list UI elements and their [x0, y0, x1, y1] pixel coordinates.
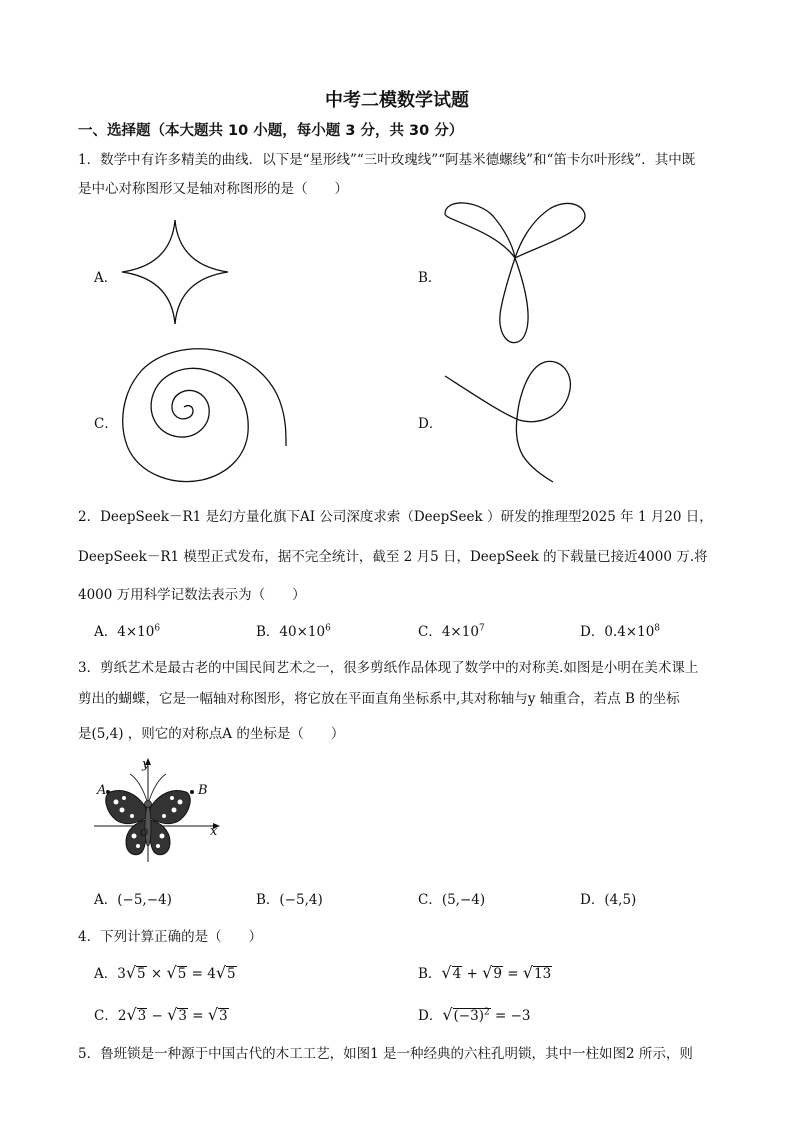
- q2-line3: 4000 万用科学记数法表示为（ ）: [78, 587, 306, 603]
- q4-option-d: [418, 1004, 531, 1024]
- q2-option-c: [418, 620, 485, 640]
- q4-option-b-eq: =: [502, 966, 523, 982]
- q4-option-c-eq: =: [187, 1008, 208, 1024]
- q2-option-c-exponent: 7: [478, 623, 485, 634]
- q4-option-c: [94, 1004, 229, 1024]
- y-axis-label: y: [142, 757, 150, 772]
- sqrt-icon: √: [482, 963, 493, 982]
- q4-option-b-label: B．: [418, 966, 442, 982]
- q4-option-b-radicand-2: 9: [493, 966, 502, 982]
- q4-option-d-base: (−3): [453, 1008, 484, 1024]
- q4-line1: 4．下列计算正确的是（ ）: [78, 929, 263, 945]
- page-title: 中考二模数学试题: [325, 90, 469, 111]
- q2-option-a: [94, 620, 160, 640]
- q4-option-c-label: C．: [94, 1008, 118, 1024]
- q1-line1: 1．数学中有许多精美的曲线．以下是“星形线”“三叶玫瑰线”“阿基米德螺线”和“笛卡尔叶形线”．其中既: [78, 152, 696, 168]
- q4-option-b-radicand-1: 4: [452, 966, 462, 982]
- sqrt-icon: √: [125, 963, 137, 982]
- x-axis-label: x: [210, 824, 218, 839]
- q1-option-d-label: D．: [418, 416, 443, 432]
- q4-option-a-eq: = 4: [187, 966, 216, 982]
- sqrt-icon: √: [166, 963, 177, 982]
- q2-option-d-label: D．: [580, 624, 605, 640]
- q2-option-a-exponent: 6: [154, 623, 161, 634]
- q2-option-d: [580, 620, 660, 640]
- point-a-label: A: [97, 783, 107, 798]
- q3-line2: 剪出的蝴蝶，它是一幅轴对称图形，将它放在平面直角坐标系中,其对称轴与y 轴重合，若点 B 的坐标: [78, 691, 680, 707]
- q4-option-c-op: −: [147, 1008, 168, 1024]
- q3-option-a: A．(−5,−4): [94, 892, 172, 908]
- q1-option-a-label: A．: [94, 270, 118, 286]
- q4-option-b-radicand-3: 13: [534, 966, 552, 982]
- q4-option-a: [94, 962, 237, 982]
- q4-option-a-radicand-3: 5: [227, 966, 236, 982]
- sqrt-icon: √: [441, 963, 452, 982]
- q2-option-b-label: B．: [256, 624, 280, 640]
- q3-option-d: D．(4,5): [580, 892, 637, 908]
- q4-option-b: [418, 962, 552, 982]
- q2-line1: 2．DeepSeek－R1 是幻方量化旗下AI 公司深度求索（DeepSeek ）研发的推理型2025 年 1 月20 日，: [78, 509, 713, 525]
- q4-option-b-op: +: [462, 966, 483, 982]
- q4-option-a-radicand-1: 5: [137, 966, 146, 982]
- q4-option-d-eq: = −3: [490, 1008, 531, 1024]
- sqrt-icon: √: [207, 1005, 219, 1024]
- q2-option-a-base: 4×10: [117, 624, 155, 640]
- three-leaf-rose-figure: [443, 200, 589, 345]
- butterfly-figure: [92, 756, 228, 866]
- q4-option-d-radicand: [453, 1008, 491, 1023]
- q2-line2: DeepSeek－R1 模型正式发布，据不完全统计，截至 2 月5 日，DeepSeek 的下载量已接近4000 万.将: [78, 549, 708, 565]
- q3-line1: 3．剪纸艺术是最古老的中国民间艺术之一，很多剪纸作品体现了数学中的对称美.如图是小明在美术课上: [78, 660, 699, 676]
- q2-option-c-label: C．: [418, 624, 442, 640]
- q1-option-b-label: B．: [418, 270, 442, 286]
- q2-option-d-exponent: 8: [654, 623, 661, 634]
- q2-option-b-exponent: 6: [325, 623, 331, 634]
- q1-line2: 是中心对称图形又是轴对称图形的是（ ）: [78, 181, 348, 197]
- sqrt-icon: √: [126, 1005, 137, 1024]
- origin-label: O: [140, 828, 149, 839]
- q4-option-a-coef: 3: [117, 966, 126, 982]
- q4-option-a-label: A．: [94, 966, 118, 982]
- sqrt-icon: √: [167, 1005, 178, 1024]
- sqrt-icon: √: [215, 963, 227, 982]
- q2-option-a-label: A．: [94, 624, 118, 640]
- sqrt-icon: √: [442, 1005, 453, 1024]
- q3-line3: 是(5,4) ，则它的对称点A 的坐标是（ ）: [78, 726, 345, 742]
- astroid-figure: [120, 218, 230, 326]
- q4-option-a-op: ×: [146, 966, 167, 982]
- q2-option-b: [256, 620, 331, 640]
- point-b-label: B: [198, 783, 208, 798]
- sqrt-icon: √: [522, 963, 534, 982]
- q4-option-c-radicand-1: 3: [137, 1008, 147, 1024]
- q4-option-d-label: D．: [418, 1008, 443, 1024]
- q4-option-a-radicand-2: 5: [177, 966, 187, 982]
- q3-option-c: C．(5,−4): [418, 892, 486, 908]
- q1-option-c-label: C．: [94, 416, 118, 432]
- q2-option-d-base: 0.4×10: [604, 624, 655, 640]
- q2-option-c-base: 4×10: [441, 624, 479, 640]
- q2-option-b-base: 40×10: [279, 624, 326, 640]
- archimedean-spiral-figure: [118, 346, 288, 486]
- q4-option-c-radicand-2: 3: [178, 1008, 187, 1024]
- q3-option-b: B．(−5,4): [256, 892, 323, 908]
- q4-option-d-exponent: 2: [483, 1007, 490, 1018]
- folium-of-descartes-figure: [443, 356, 578, 484]
- q4-option-c-radicand-3: 3: [219, 1008, 228, 1024]
- q5-line1: 5．鲁班锁是一种源于中国古代的木工工艺，如图1 是一种经典的六柱孔明锁，其中一柱如图2 所示，则: [78, 1046, 693, 1062]
- section-heading: 一、选择题（本大题共 10 小题，每小题 3 分，共 30 分）: [78, 123, 464, 139]
- q4-option-c-coef: 2: [117, 1008, 127, 1024]
